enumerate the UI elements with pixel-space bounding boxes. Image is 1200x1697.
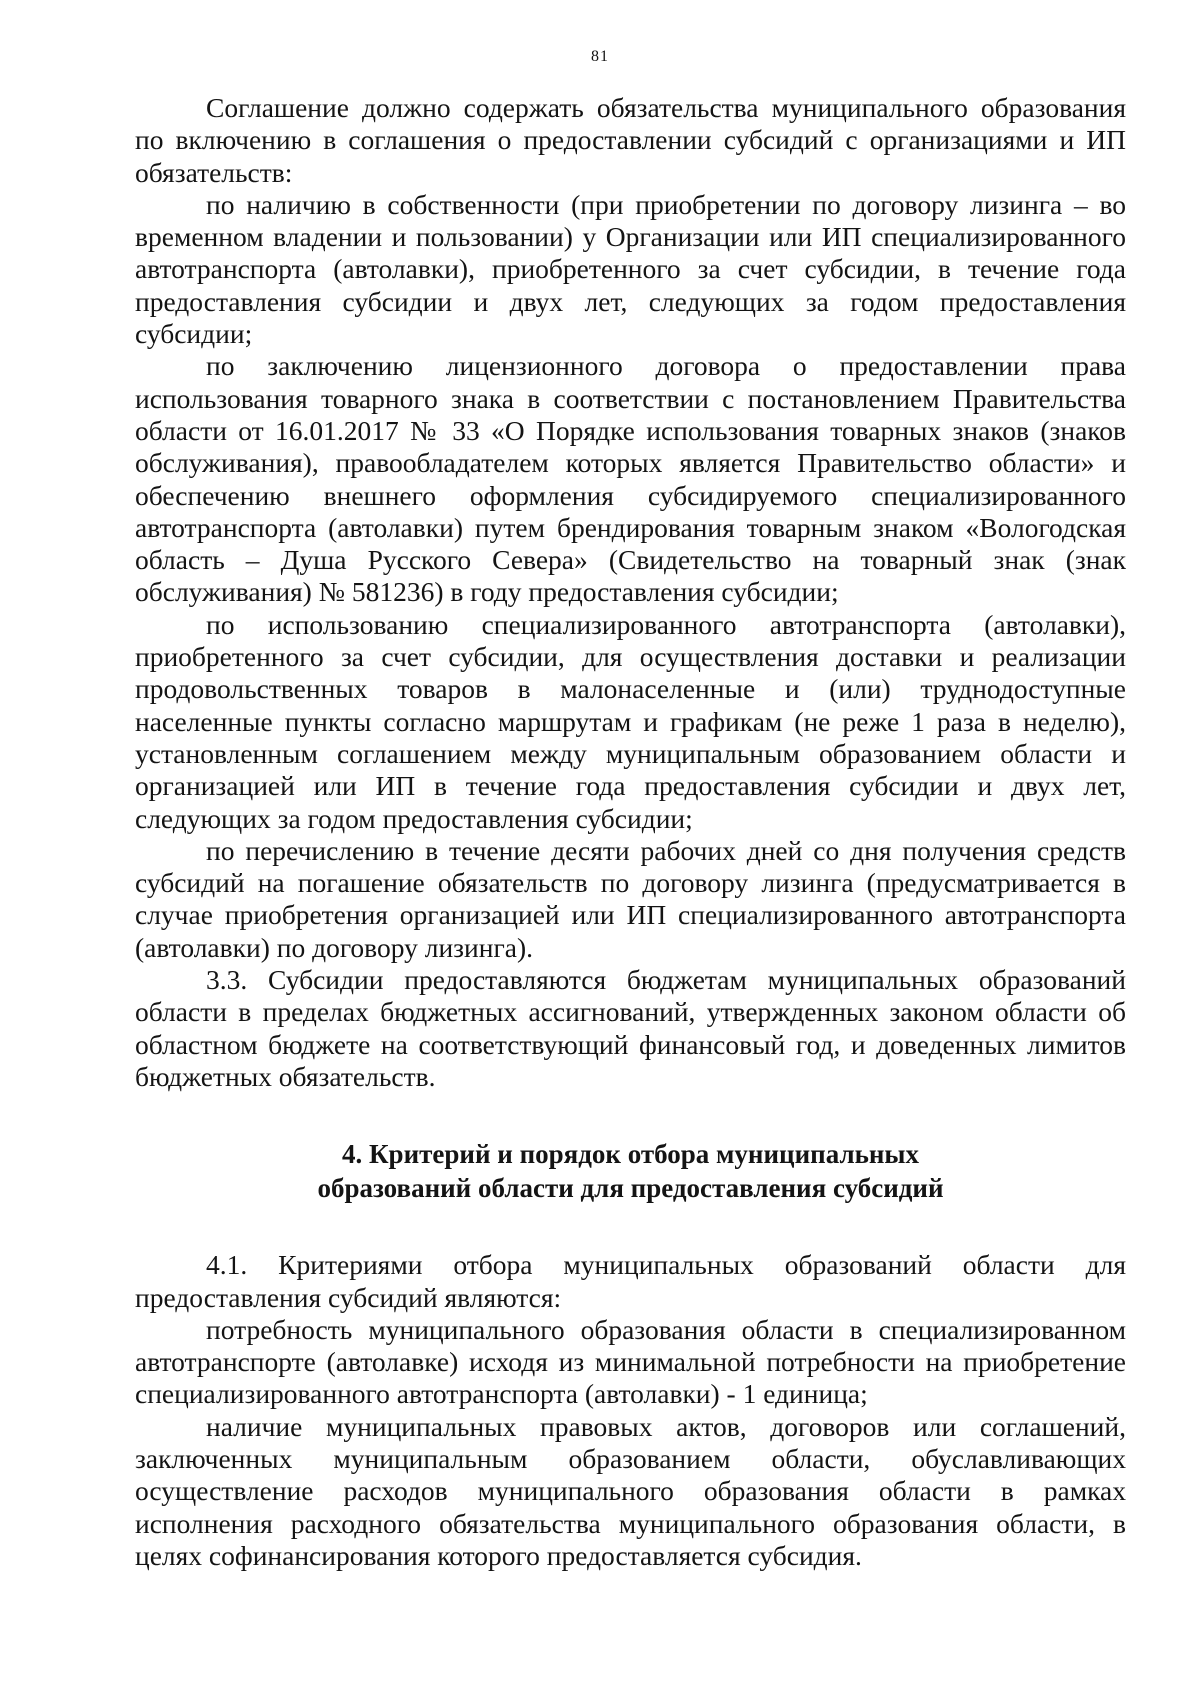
- paragraph: по наличию в собственности (при приобретении по договору лизинга – во временном владении и пользовании) у Организации или ИП специализированного автотранспорта (автолавки), приобретенного за счет субсидии, в течение года предоставления субсидии и двух лет, следующих за годом предоставления субсидии;: [135, 188, 1126, 350]
- paragraph: по использованию специализированного автотранспорта (автолавки), приобретенного за счет субсидии, для осуществления доставки и реализации продовольственных товаров в малонаселенные и (или) труднодоступные населенные пункты согласно маршрутам и графикам (не реже 1 раза в неделю), установленным соглашением между муниципальным образованием области и организацией или ИП в течение года предоставления субсидии и двух лет, следующих за годом предоставления субсидии;: [135, 608, 1126, 834]
- document-body: [135, 92, 1126, 1572]
- section-heading-line: 4. Критерий и порядок отбора муниципальных: [341, 1139, 920, 1170]
- section-heading: [135, 1137, 1126, 1205]
- paragraph: 4.1. Критериями отбора муниципальных образований области для предоставления субсидий являются:: [135, 1249, 1126, 1313]
- paragraph: Соглашение должно содержать обязательства муниципального образования по включению в соглашения о предоставлении субсидий с организациями и ИП обязательств:: [135, 92, 1126, 188]
- paragraph: по перечислению в течение десяти рабочих дней со дня получения средств субсидий на погашение обязательств по договору лизинга (предусматривается в случае приобретения организацией или ИП специализированного автотранспорта (автолавки) по договору лизинга).: [135, 834, 1126, 963]
- paragraph: 3.3. Субсидии предоставляются бюджетам муниципальных образований области в пределах бюджетных ассигнований, утвержденных законом области об областном бюджете на соответствующий финансовый год, и доведенных лимитов бюджетных обязательств.: [135, 964, 1126, 1092]
- paragraph: наличие муниципальных правовых актов, договоров или соглашений, заключенных муниципальным образованием области, обуславливающих осуществление расходов муниципального образования области в рамках исполнения расходного обязательства муниципального образования области, в целях софинансирования которого предоставляется субсидия.: [135, 1410, 1126, 1571]
- section-heading-line: образований области для предоставления субсидий: [317, 1173, 944, 1204]
- paragraph: по заключению лицензионного договора о предоставлении права использования товарного знака в соответствии с постановлением Правительства области от 16.01.2017 № 33 «О Порядке использования товарных знаков (знаков обслуживания), правообладателем которых является Правительство области» и обеспечению внешнего оформления субсидируемого специализированного автотранспорта (автолавки) путем брендирования товарным знаком «Вологодская область – Душа Русского Севера» (Свидетельство на товарный знак (знак обслуживания) № 581236) в году предоставления субсидии;: [135, 350, 1126, 608]
- page-number: 81: [591, 48, 609, 65]
- paragraph: потребность муниципального образования области в специализированном автотранспорте (автолавке) исходя из минимальной потребности на приобретение специализированного автотранспорта (автолавки) - 1 единица;: [135, 1313, 1126, 1410]
